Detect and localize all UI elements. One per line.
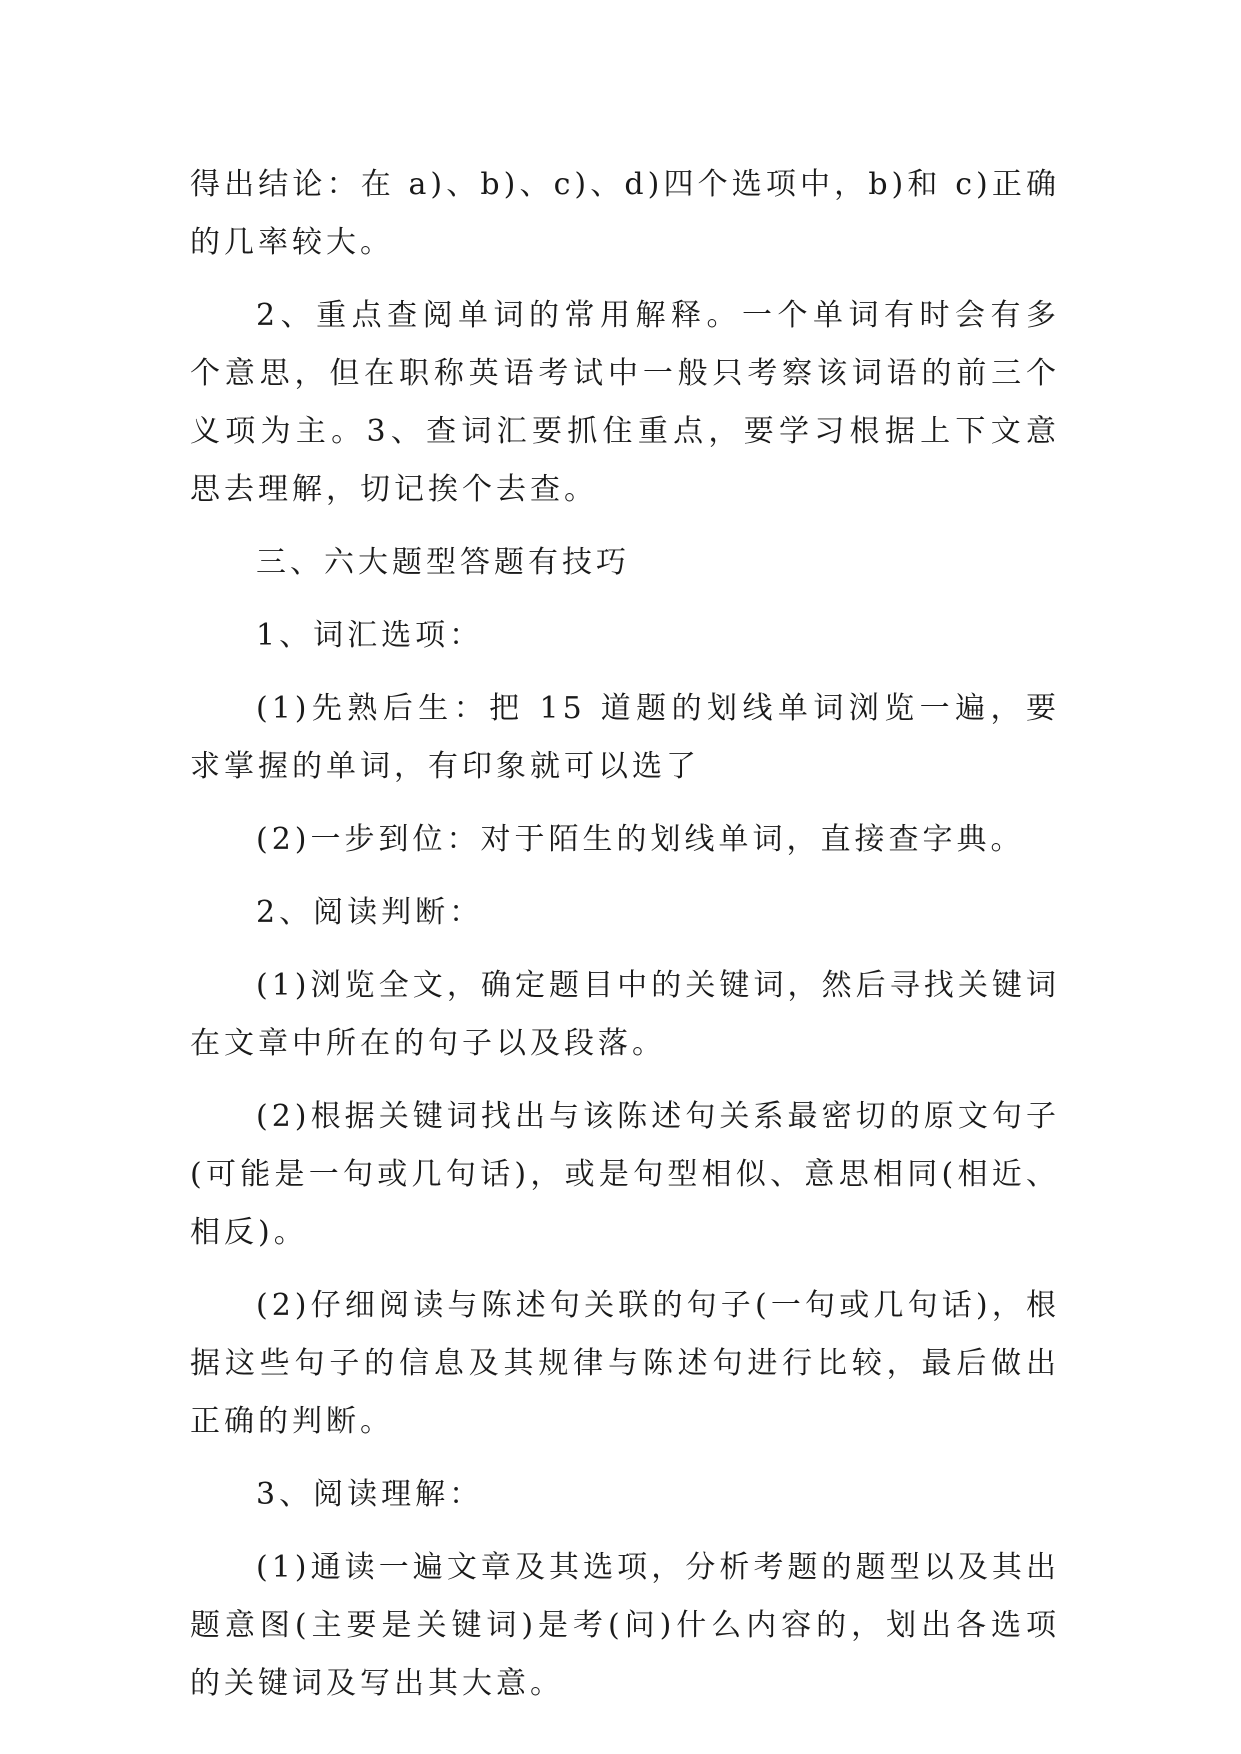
paragraph-comprehension-step-1: (1)通读一遍文章及其选项，分析考题的题型以及其出题意图(主要是关键词)是考(问)什么内容的，划出各选项的关键词及写出其大意。 [190,1550,1060,1701]
paragraph-conclusion: 得出结论：在 a)、b)、c)、d)四个选项中，b)和 c)正确的几率较大。 [190,167,1060,260]
subheading-vocabulary: 1、词汇选项： [256,618,484,653]
subheading-reading-judgment: 2、阅读判断： [256,895,484,930]
section-heading-question-types: 三、六大题型答题有技巧 [256,545,630,580]
paragraph-vocabulary-step-2: (2)一步到位：对于陌生的划线单词，直接查字典。 [256,822,1025,857]
paragraph-judgment-step-1: (1)浏览全文，确定题目中的关键词，然后寻找关键词在文章中所在的句子以及段落。 [190,968,1060,1061]
document-body [190,156,1060,1728]
paragraph-vocabulary-step-1: (1)先熟后生：把 15 道题的划线单词浏览一遍，要求掌握的单词，有印象就可以选了 [190,691,1060,784]
paragraph-judgment-step-2: (2)根据关键词找出与该陈述句关系最密切的原文句子(可能是一句或几句话)，或是句型相似、意思相同(相近、相反)。 [190,1099,1060,1250]
subheading-reading-comprehension: 3、阅读理解： [256,1477,484,1512]
paragraph-judgment-step-3: (2)仔细阅读与陈述句关联的句子(一句或几句话)，根据这些句子的信息及其规律与陈述句进行比较，最后做出正确的判断。 [190,1288,1060,1439]
paragraph-word-meaning-tip: 2、重点查阅单词的常用解释。一个单词有时会有多个意思，但在职称英语考试中一般只考察该词语的前三个义项为主。3、查词汇要抓住重点，要学习根据上下文意思去理解，切记挨个去查。 [190,298,1060,507]
